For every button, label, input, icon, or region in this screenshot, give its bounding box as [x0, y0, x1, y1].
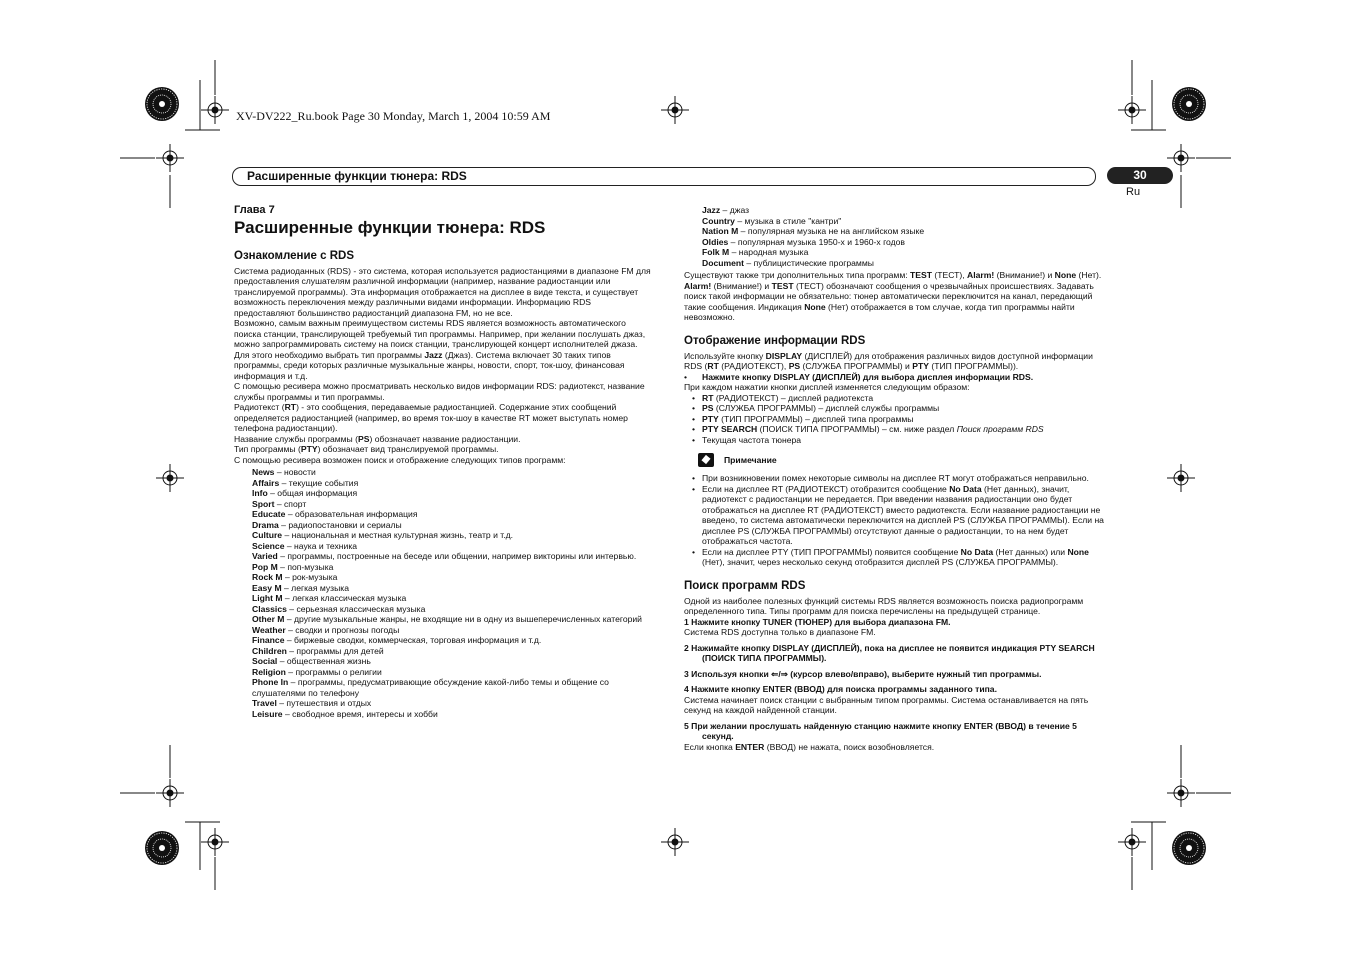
program-type-item: Weather – сводки и прогнозы погоды	[252, 624, 400, 635]
program-type-item: Social – общественная жизнь	[252, 656, 371, 666]
program-type-item: Easy M – легкая музыка	[252, 582, 350, 593]
extra-types-paragraph: Существуют также три дополнительных типа программ: TEST (ТЕСТ), Alarm! (Внимание!) и None (Нет). Alarm! (Внимание!) и TEST (ТЕСТ) обозначают сообщения о чрезвычайных происшествиях. Задавать поиск такой информации не обязательно: тюнер автоматически переключится на канал, передающий такие сообщения. Индикация None (Нет) отображается в том случае, когда тип программы найти невозможно.	[684, 270, 1102, 322]
note-header	[698, 453, 1104, 467]
program-type-item: Other M – другие музыкальные жанры, не входящие ни в одну из вышеперечисленных категорий	[252, 614, 642, 624]
search-step-5-text: Если кнопка ENTER (ВВОД) не нажата, поиск возобновляется.	[684, 741, 935, 752]
program-type-item: Phone In – программы, предусматривающие обсуждение какой-либо темы и общение со слушателями по телефону	[252, 677, 609, 698]
page-title: Расширенные функции тюнера: RDS	[234, 217, 546, 237]
page-language: Ru	[1126, 186, 1141, 198]
search-step-4-text: Система начинает поиск станции с выбранным типом программы. Система останавливается на пять секунд на каждой найденной станции.	[684, 694, 1089, 715]
chapter-label: Глава 7	[234, 204, 275, 216]
intro-paragraph-3: С помощью ресивера можно просматривать несколько видов информации RDS: радиотекст, название службы программы и тип программы.	[234, 381, 645, 402]
program-type-item: Affairs – текущие события	[252, 477, 359, 488]
display-bullet-rt: • RT (РАДИОТЕКСТ) – дисплей радиотекста	[684, 393, 1104, 404]
intro-paragraph-7: С помощью ресивера возможен поиск и отображение следующих типов программ:	[234, 454, 566, 465]
program-type-list-left	[234, 467, 654, 719]
program-type-item: Educate – образовательная информация	[252, 509, 418, 519]
running-header	[232, 167, 1096, 186]
search-step-2: 2 Нажимайте кнопку DISPLAY (ДИСПЛЕЙ), пока на дисплее не появится индикация PTY SEARCH (ПОИСК ТИПА ПРОГРАММЫ).	[684, 642, 1095, 663]
program-type-item: Religion – программы о религии	[252, 666, 382, 677]
intro-paragraph-1: Система радиоданных (RDS) - это система, которая используется радиостанциями в диапазоне FM для предоставления слушателям различной информации (например, название радиостанции или транслируемой программы). Эта информация отображается на дисплее в виде текста, и существует возможность переключения между различными видами информации. Информацию RDS предоставляют большинство радиостанций диапазона FM, но не все.	[234, 265, 651, 318]
program-type-item: Children – программы для детей	[252, 645, 384, 656]
program-type-item: Document – публицистические программы	[702, 257, 874, 268]
display-bullet-frequency: • Текущая частота тюнера	[684, 435, 1104, 446]
program-type-item: Drama – радиопостановки и сериалы	[252, 519, 402, 530]
page-number: 30	[1107, 167, 1173, 184]
program-type-item: Folk M – народная музыка	[702, 247, 809, 257]
note-item-3: • Если на дисплее PTY (ТИП ПРОГРАММЫ) появится сообщение No Data (Нет данных) или None (Нет), значит, через несколько секунд отобразится дисплей PS (СЛУЖБА ПРОГРАММЫ).	[684, 547, 1104, 568]
program-type-item: Culture – национальная и местная культурная жизнь, театр и т.д.	[252, 530, 514, 540]
intro-heading: Ознакомление с RDS	[234, 249, 355, 262]
program-type-item: Varied – программы, построенные на беседе или общении, например викторины или интервью.	[252, 551, 637, 561]
search-intro: Одной из наиболее полезных функций системы RDS является возможность поиска радиопрограмм определенного типа. Типы программ для поиска перечислены на предыдущей странице.	[684, 595, 1084, 616]
program-type-item: Finance – биржевые сводки, коммерческая, торговая информация и т.д.	[252, 635, 542, 645]
book-info-line: XV-DV222_Ru.book Page 30 Monday, March 1, 2004 10:59 AM	[236, 109, 551, 123]
program-type-item: Science – наука и техника	[252, 540, 358, 551]
search-step-1-text: Система RDS доступна только в диапазоне FM.	[684, 627, 876, 637]
pencil-note-icon	[698, 453, 714, 467]
program-type-item: Nation M – популярная музыка не на английском языке	[702, 226, 925, 236]
search-step-3: 3 Используя кнопки ⇐/⇒ (курсор влево/вправо), выберите нужный тип программы.	[684, 668, 1042, 679]
program-type-item: Sport – спорт	[252, 498, 307, 509]
display-cycle-text: При каждом нажатии кнопки дисплей изменяется следующим образом:	[684, 382, 970, 392]
program-type-item: Jazz – джаз	[702, 205, 750, 215]
display-step: • Нажмите кнопку DISPLAY (ДИСПЛЕЙ) для выбора дисплея информации RDS.	[684, 372, 1104, 383]
program-type-item: Leisure – свободное время, интересы и хобби	[252, 708, 438, 719]
program-type-item: Classics – серьезная классическая музыка	[252, 603, 426, 614]
display-bullet-ps: • PS (СЛУЖБА ПРОГРАММЫ) – дисплей службы программы	[684, 403, 1104, 414]
program-type-item: Rock M – рок-музыка	[252, 572, 338, 582]
program-type-item: Travel – путешествия и отдых	[252, 698, 372, 708]
display-bullet-pty: • PTY (ТИП ПРОГРАММЫ) – дисплей типа программы	[684, 414, 1104, 425]
search-step-5: 5 При желании прослушать найденную станцию нажмите кнопку ENTER (ВВОД) в течение 5 секунд.	[684, 720, 1077, 741]
search-heading: Поиск программ RDS	[684, 579, 806, 592]
intro-paragraph-4: Радиотекст (RT) - это сообщения, передаваемые радиостанцией. Содержание этих сообщений определяется радиостанцией (например, во время ток-шоу в качестве RT может выступать номер телефона радиостанции).	[234, 402, 628, 433]
program-type-item: Info – общая информация	[252, 488, 358, 498]
left-column	[234, 205, 654, 719]
note-item-2: • Если на дисплее RT (РАДИОТЕКСТ) отобразится сообщение No Data (Нет данных), значит, радиотекст с радиостанции не передается. При введении названия радиостанции оно будет отображаться на дисплее RT (РАДИОТЕКСТ) вместо радиотекста. Если название радиостанции не введено, то система автоматически переключится на дисплей PS (СЛУЖБА ПРОГРАММЫ). Если на дисплее PS (СЛУЖБА ПРОГРАММЫ) отсутствуют данные о радиостанции, то на нем будет отображаться частота.	[684, 484, 1104, 547]
running-header-title: Расширенные функции тюнера: RDS	[247, 169, 467, 183]
intro-paragraph-2: Возможно, самым важным преимуществом системы RDS является возможность автоматического поиска станции, транслирующей требуемый тип программы. Например, при желании послушать джаз, можно запрограммировать систему на поиск станции, транслирующей концерт исполнителей джаза. Для этого необходимо выбрать тип программы Jazz (Джаз). Система включает 30 таких типов программы, среди которых различные музыкальные жанры, новости, спорт, ток-шоу, финансовая информация и т.д.	[234, 318, 646, 381]
program-type-item: News – новости	[252, 467, 316, 477]
search-step-1: 1 Нажмите кнопку TUNER (ТЮНЕР) для выбора диапазона FM.	[684, 616, 951, 627]
program-type-item: Oldies – популярная музыка 1950-х и 1960-х годов	[702, 236, 905, 247]
note-item-1: • При возникновении помех некоторые символы на дисплее RT могут отображаться неправильно.	[684, 473, 1104, 484]
right-column	[684, 205, 1104, 752]
display-intro: Используйте кнопку DISPLAY (ДИСПЛЕЙ) для отображения различных видов доступной информации RDS (RT (РАДИОТЕКСТ), PS (СЛУЖБА ПРОГРАММЫ) и PTY (ТИП ПРОГРАММЫ)).	[684, 350, 1093, 371]
note-label: Примечание	[724, 454, 777, 465]
program-type-list-right	[684, 205, 1104, 268]
intro-paragraph-6: Тип программы (PTY) обозначает вид транслируемой программы.	[234, 444, 499, 454]
display-bullet-pty-search: • PTY SEARCH (ПОИСК ТИПА ПРОГРАММЫ) – см. ниже раздел Поиск программ RDS	[684, 424, 1104, 435]
program-type-item: Country – музыка в стиле "кантри"	[702, 215, 842, 226]
search-step-4: 4 Нажмите кнопку ENTER (ВВОД) для поиска программы заданного типа.	[684, 684, 997, 694]
program-type-item: Pop M – поп-музыка	[252, 561, 334, 572]
program-type-item: Light M – легкая классическая музыка	[252, 593, 407, 603]
intro-paragraph-5: Название службы программы (PS) обозначает название радиостанции.	[234, 433, 521, 444]
display-heading: Отображение информации RDS	[684, 334, 866, 347]
